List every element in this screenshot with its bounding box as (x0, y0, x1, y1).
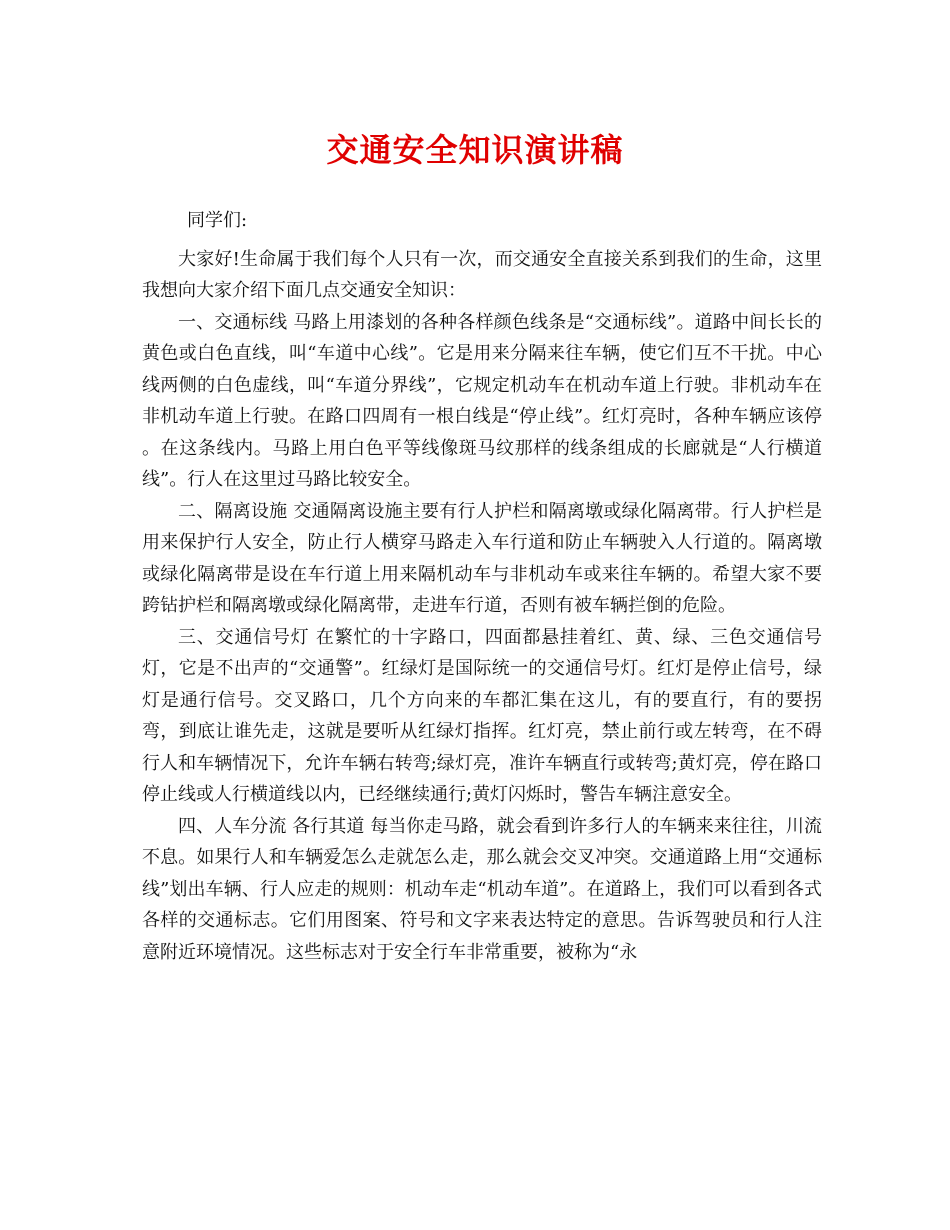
salutation: 同学们: (187, 210, 248, 231)
paragraph-traffic-markings: 一、交通标线 马路上用漆划的各种各样颜色线条是“交通标线”。道路中间长长的黄色或白色直线，叫“车道中心线”。它是用来分隔来往车辆，使它们互不干扰。中心线两侧的白色虚线，叫“车道分界线”，它规定机动车在机动车道上行驶。非机动车在非机动车道上行驶。在路口四周有一根白线是“停止线”。红灯亮时，各种车辆应该停 。在这条线内。马路上用白色平等线像斑马纹那样的线条组成的长廊就是“人行横道线”。行人在这里过马路比较安全。 (142, 311, 822, 490)
document-title: 交通安全知识演讲稿 (326, 131, 624, 169)
paragraph-separation: 四、人车分流 各行其道 每当你走马路，就会看到许多行人的车辆来来往往，川流不息。如果行人和车辆爱怎么走就怎么走，那么就会交叉冲突。交通道路上用“交通标线”划出车辆、行人应走的规则：机动车走“机动车道”。在道路上，我们可以看到各式各样的交通标志。它们用图案、符号和文字来表达特定的意思。告诉驾驶员和行人注意附近环境情况。这些标志对于安全行车非常重要，被称为“永 (142, 815, 822, 963)
paragraph-traffic-lights: 三、交通信号灯 在繁忙的十字路口，四面都悬挂着红、黄、绿、三色交通信号灯，它是不出声的“交通警”。红绿灯是国际统一的交通信号灯。红灯是停止信号，绿灯是通行信号。交叉路口，几个方向来的车都汇集在这儿，有的要直行，有的要拐弯，到底让谁先走，这就是要听从红绿灯指挥。红灯亮，禁止前行或左转弯，在不碍行人和车辆情况下，允许车辆右转弯;绿灯亮，准许车辆直行或转弯;黄灯亮，停在路口停止线或人行横道线以内，已经继续通行;黄灯闪烁时，警告车辆注意安全。 (142, 626, 822, 805)
paragraph-intro: 大家好!生命属于我们每个人只有一次，而交通安全直接关系到我们的生命，这里我想向大家介绍下面几点交通安全知识： (142, 248, 822, 301)
paragraph-isolation-facilities: 二、隔离设施 交通隔离设施主要有行人护栏和隔离墩或绿化隔离带。行人护栏是用来保护行人安全，防止行人横穿马路走入车行道和防止车辆驶入人行道的。隔离墩或绿化隔离带是设在车行道上用来隔机动车与非机动车或来往车辆的。希望大家不要跨钻护栏和隔离墩或绿化隔离带，走进车行道，否则有被车辆拦倒的危险。 (142, 500, 822, 616)
document-body (142, 205, 822, 968)
